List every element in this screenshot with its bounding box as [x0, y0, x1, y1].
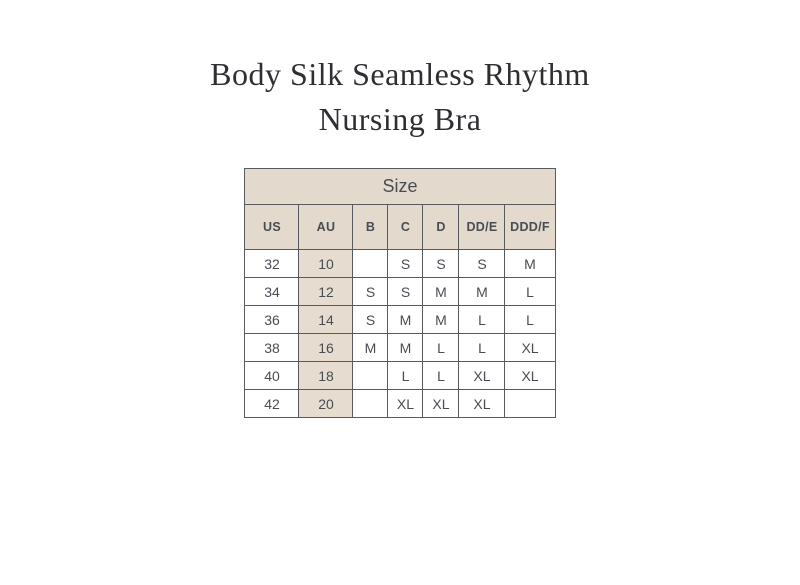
size-cell: 10 — [299, 250, 353, 278]
table-row — [245, 306, 555, 334]
size-table-head — [245, 169, 555, 250]
column-header-us: US — [245, 205, 299, 250]
size-cell: L — [459, 306, 505, 334]
size-cell: 40 — [245, 362, 299, 390]
product-title-line2: Nursing Bra — [318, 101, 482, 137]
size-cell: 34 — [245, 278, 299, 306]
caption-row — [245, 169, 555, 205]
size-cell: M — [423, 278, 459, 306]
size-cell: M — [353, 334, 388, 362]
size-cell — [505, 390, 555, 418]
size-cell: 12 — [299, 278, 353, 306]
size-cell: 14 — [299, 306, 353, 334]
size-cell: S — [423, 250, 459, 278]
column-header-dde: DD/E — [459, 205, 505, 250]
size-cell: S — [353, 306, 388, 334]
size-cell: 38 — [245, 334, 299, 362]
column-header-c: C — [388, 205, 423, 250]
table-row — [245, 334, 555, 362]
size-cell: L — [505, 306, 555, 334]
column-header-b: B — [353, 205, 388, 250]
size-cell: M — [423, 306, 459, 334]
size-cell: XL — [459, 362, 505, 390]
size-cell: 18 — [299, 362, 353, 390]
size-cell: L — [388, 362, 423, 390]
size-cell: S — [388, 250, 423, 278]
column-header-row — [245, 205, 555, 250]
size-cell: XL — [388, 390, 423, 418]
size-cell: XL — [505, 334, 555, 362]
table-row — [245, 362, 555, 390]
size-caption: Size — [245, 169, 555, 205]
size-cell: 20 — [299, 390, 353, 418]
column-header-au: AU — [299, 205, 353, 250]
size-cell: S — [459, 250, 505, 278]
size-chart-table — [244, 168, 555, 418]
product-title — [0, 52, 800, 142]
size-cell: S — [353, 278, 388, 306]
size-cell: XL — [459, 390, 505, 418]
table-row — [245, 250, 555, 278]
column-header-d: D — [423, 205, 459, 250]
size-cell — [353, 362, 388, 390]
product-title-line1: Body Silk Seamless Rhythm — [210, 56, 590, 92]
size-cell: L — [423, 334, 459, 362]
size-table-body — [245, 250, 555, 418]
size-cell: L — [423, 362, 459, 390]
size-cell: 42 — [245, 390, 299, 418]
size-cell: 16 — [299, 334, 353, 362]
size-cell: M — [505, 250, 555, 278]
table-row — [245, 278, 555, 306]
size-cell: L — [505, 278, 555, 306]
size-cell: 32 — [245, 250, 299, 278]
size-cell: L — [459, 334, 505, 362]
table-row — [245, 390, 555, 418]
size-cell: S — [388, 278, 423, 306]
size-cell: M — [388, 306, 423, 334]
size-cell: XL — [505, 362, 555, 390]
size-cell — [353, 250, 388, 278]
size-cell — [353, 390, 388, 418]
size-cell: M — [388, 334, 423, 362]
size-cell: XL — [423, 390, 459, 418]
size-cell: 36 — [245, 306, 299, 334]
size-cell: M — [459, 278, 505, 306]
column-header-dddf: DDD/F — [505, 205, 555, 250]
